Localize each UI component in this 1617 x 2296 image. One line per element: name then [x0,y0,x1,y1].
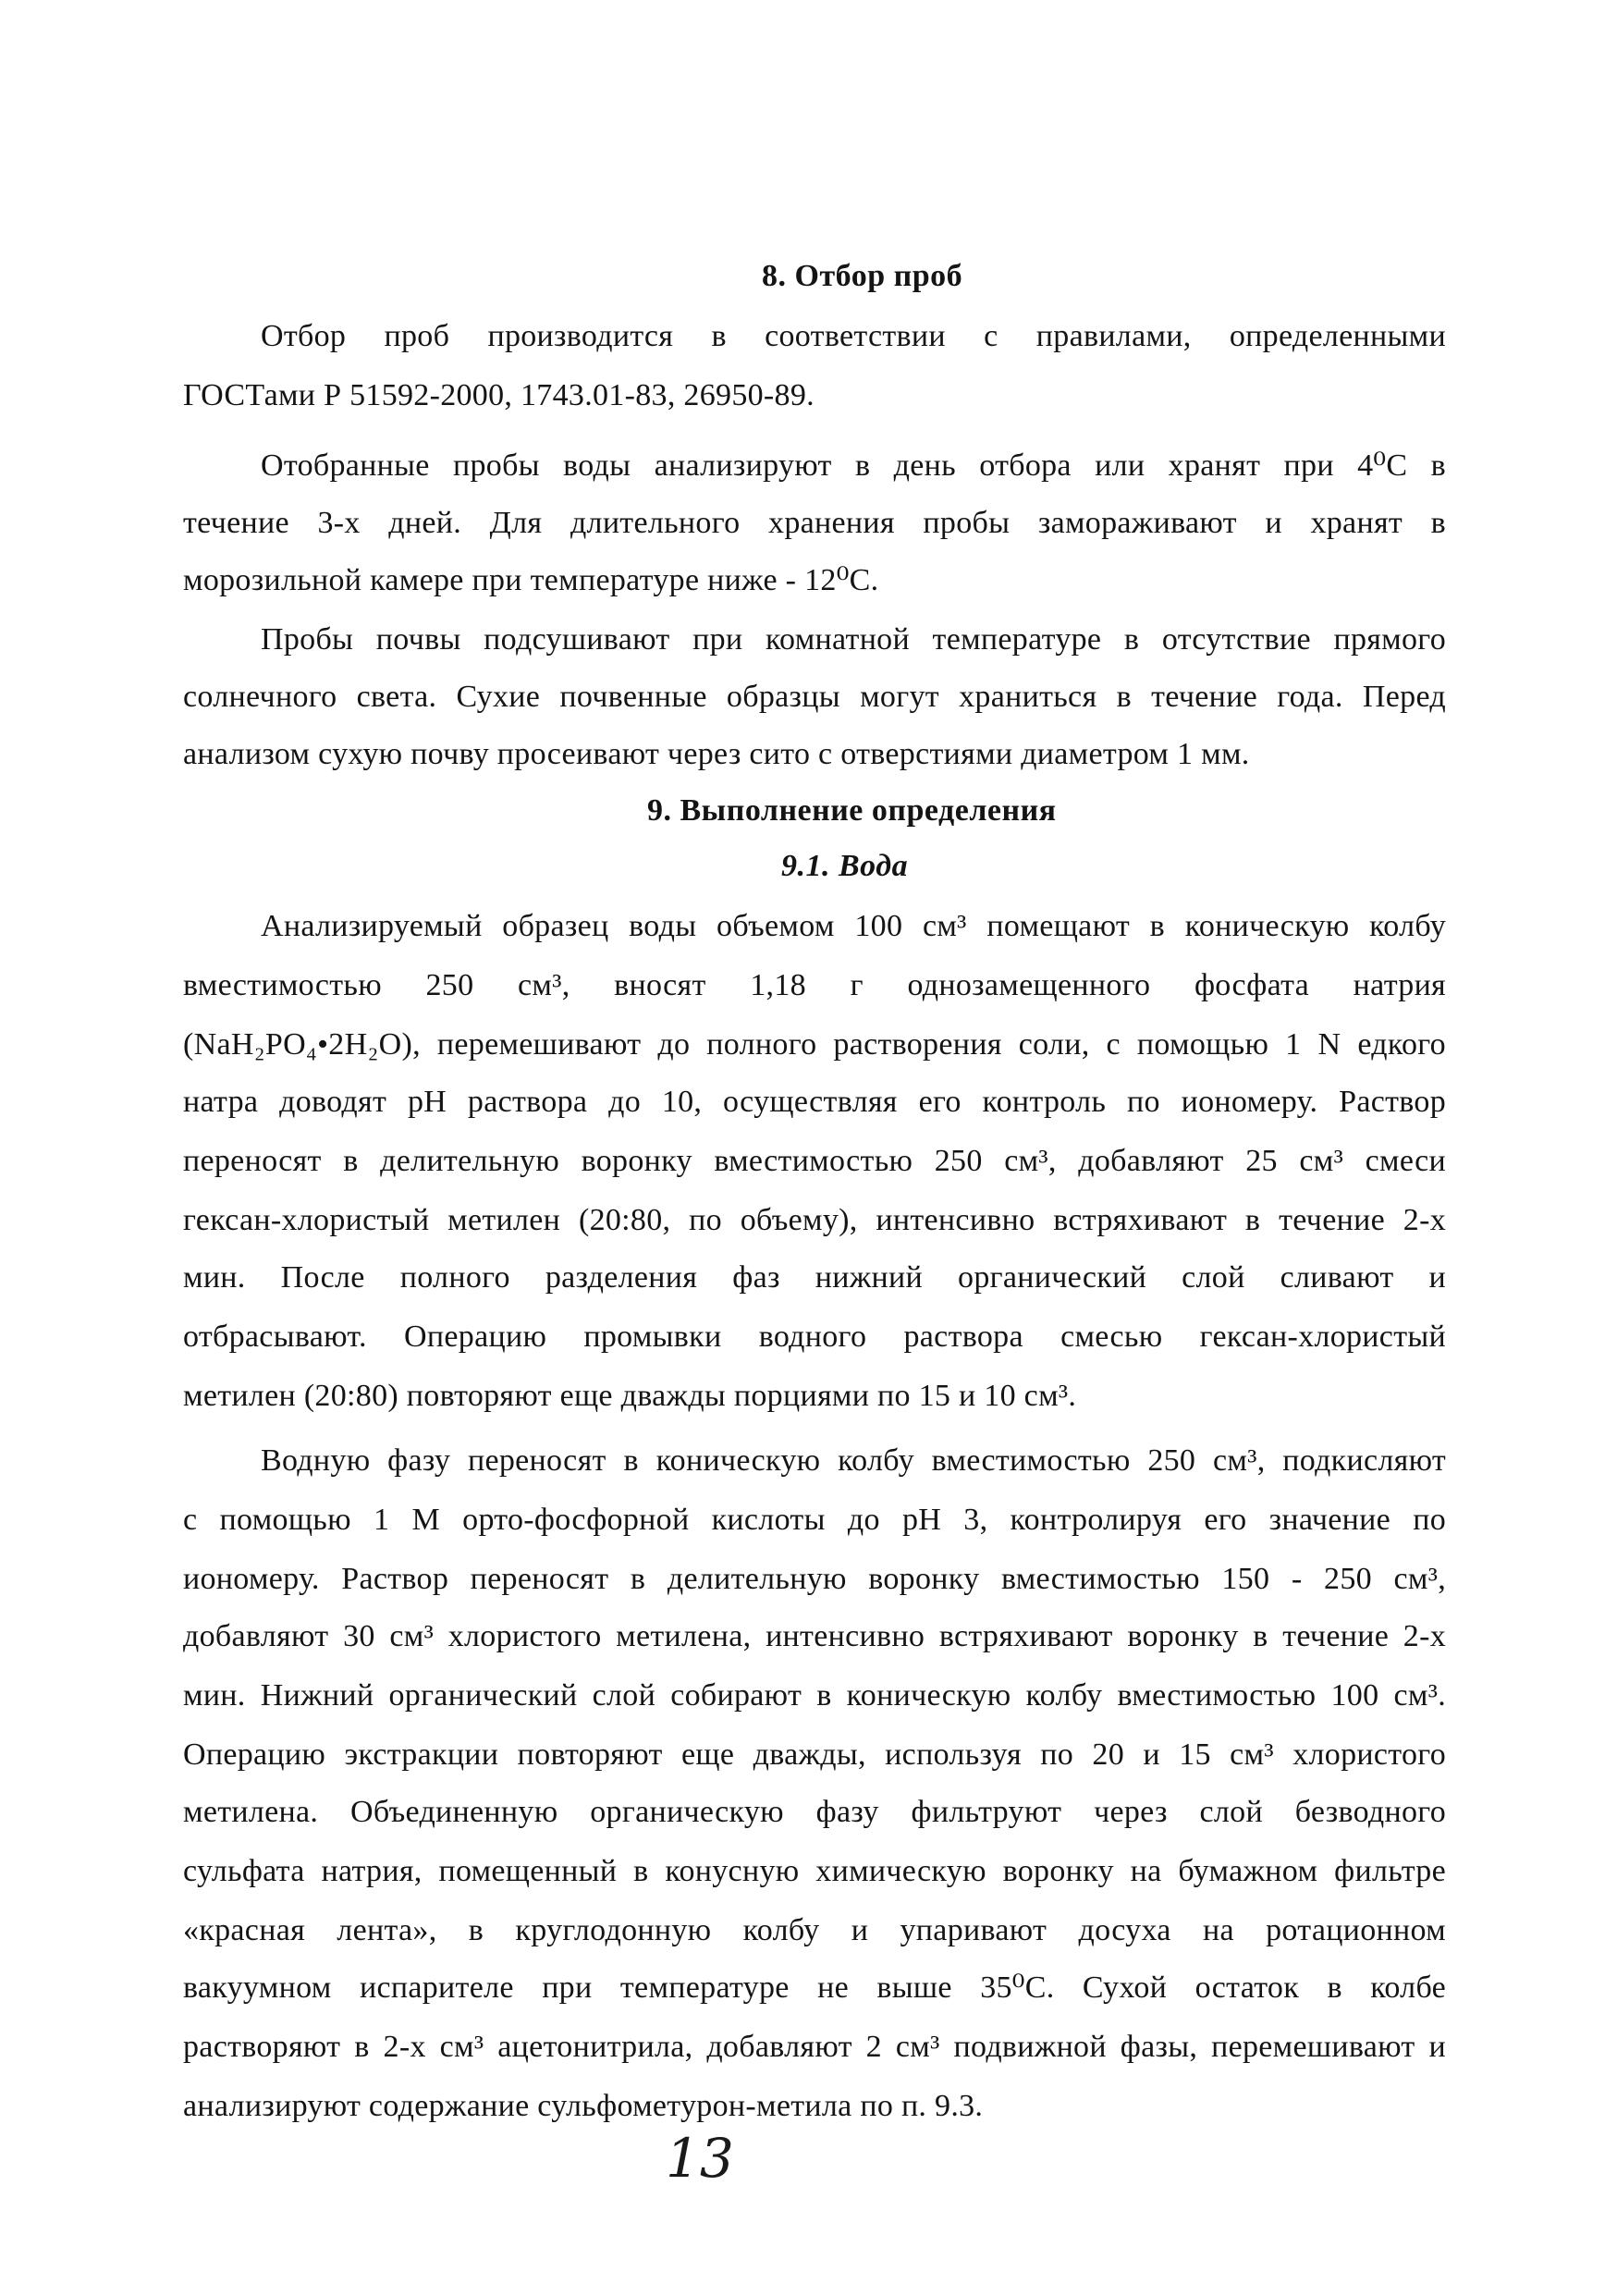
page-number: 13 [666,2127,734,2190]
paragraph-2-line-1: Водную фазу переносят в коническую колбу вместимостью 250 см³, подкисляют [261,1443,1446,1478]
section-9-1-subtitle: 9.1. Вода [781,849,909,883]
paragraph-2-line-9: «красная лента», в круглодонную колбу и упаривают досуха на ротационном [183,1913,1446,1947]
paragraph-2-line-10: вакуумном испарителе при температуре не выше 35⁰С. Сухой остаток в колбе [183,1971,1446,2005]
paragraph-2-line-7: метилена. Объединенную органическую фазу фильтруют через слой безводного [183,1795,1446,1829]
section-8-line-2: ГОСТами Р 51592-2000, 1743.01-83, 26950-89. [183,378,815,412]
section-8-line-7: солнечного света. Сухие почвенные образцы могут храниться в течение года. Перед [183,680,1446,714]
section-8-title: 8. Отбор проб [762,259,963,293]
section-8-line-4: течение 3-х дней. Для длительного хранения пробы замораживают и хранят в [183,506,1446,540]
paragraph-1-line-9: метилен (20:80) повторяют еще дважды порциями по 15 и 10 см³. [183,1379,1077,1413]
paragraph-2-line-8: сульфата натрия, помещенный в конусную химическую воронку на бумажном фильтре [183,1854,1446,1888]
paragraph-2-line-4: добавляют 30 см³ хлористого метилена, интенсивно встряхивают воронку в течение 2-х [183,1619,1446,1653]
paragraph-1-line-8: отбрасывают. Операцию промывки водного раствора смесью гексан-хлористый [183,1320,1446,1354]
section-8-line-1: Отбор проб производится в соответствии с правилами, определенными [261,319,1446,353]
paragraph-1-line-7: мин. После полного разделения фаз нижний органический слой сливают и [183,1260,1446,1295]
paragraph-1-line-1: Анализируемый образец воды объемом 100 см³ помещают в коническую колбу [261,909,1446,943]
paragraph-1-line-5: переносят в делительную воронку вместимостью 250 см³, добавляют 25 см³ смеси [183,1144,1446,1178]
paragraph-2-line-6: Операцию экстракции повторяют еще дважды, используя по 20 и 15 см³ хлористого [183,1737,1446,1772]
paragraph-2-line-11: растворяют в 2-х см³ ацетонитрила, добавляют 2 см³ подвижной фазы, перемешивают и [183,2030,1446,2064]
paragraph-1-line-3: (NaH₂PO₄•2H₂O), перемешивают до полного растворения соли, с помощью 1 N едкого [183,1027,1446,1062]
paragraph-1-line-6: гексан-хлористый метилен (20:80, по объему), интенсивно встряхивают в течение 2-х [183,1203,1446,1237]
paragraph-2-line-12: анализируют содержание сульфометурон-метила по п. 9.3. [183,2089,984,2123]
section-8-line-6: Пробы почвы подсушивают при комнатной температуре в отсутствие прямого [261,622,1446,657]
paragraph-2-line-3: иономеру. Раствор переносят в делительную воронку вместимостью 150 - 250 см³, [183,1562,1446,1596]
section-8-line-8: анализом сухую почву просеивают через сито с отверстиями диаметром 1 мм. [183,737,1250,771]
section-8-line-5: морозильной камере при температуре ниже - 12⁰С. [183,563,879,597]
paragraph-2-line-2: с помощью 1 М орто-фосфорной кислоты до pH 3, контролируя его значение по [183,1503,1446,1537]
paragraph-2-line-5: мин. Нижний органический слой собирают в коническую колбу вместимостью 100 см³. [183,1678,1446,1713]
section-9-title: 9. Выполнение определения [647,793,1057,828]
paragraph-1-line-2: вместимостью 250 см³, вносят 1,18 г однозамещенного фосфата натрия [183,968,1446,1002]
paragraph-1-line-4: натра доводят pH раствора до 10, осуществляя его контроль по иономеру. Раствор [183,1085,1446,1119]
section-8-line-3: Отобранные пробы воды анализируют в день отбора или хранят при 4⁰С в [261,448,1446,483]
